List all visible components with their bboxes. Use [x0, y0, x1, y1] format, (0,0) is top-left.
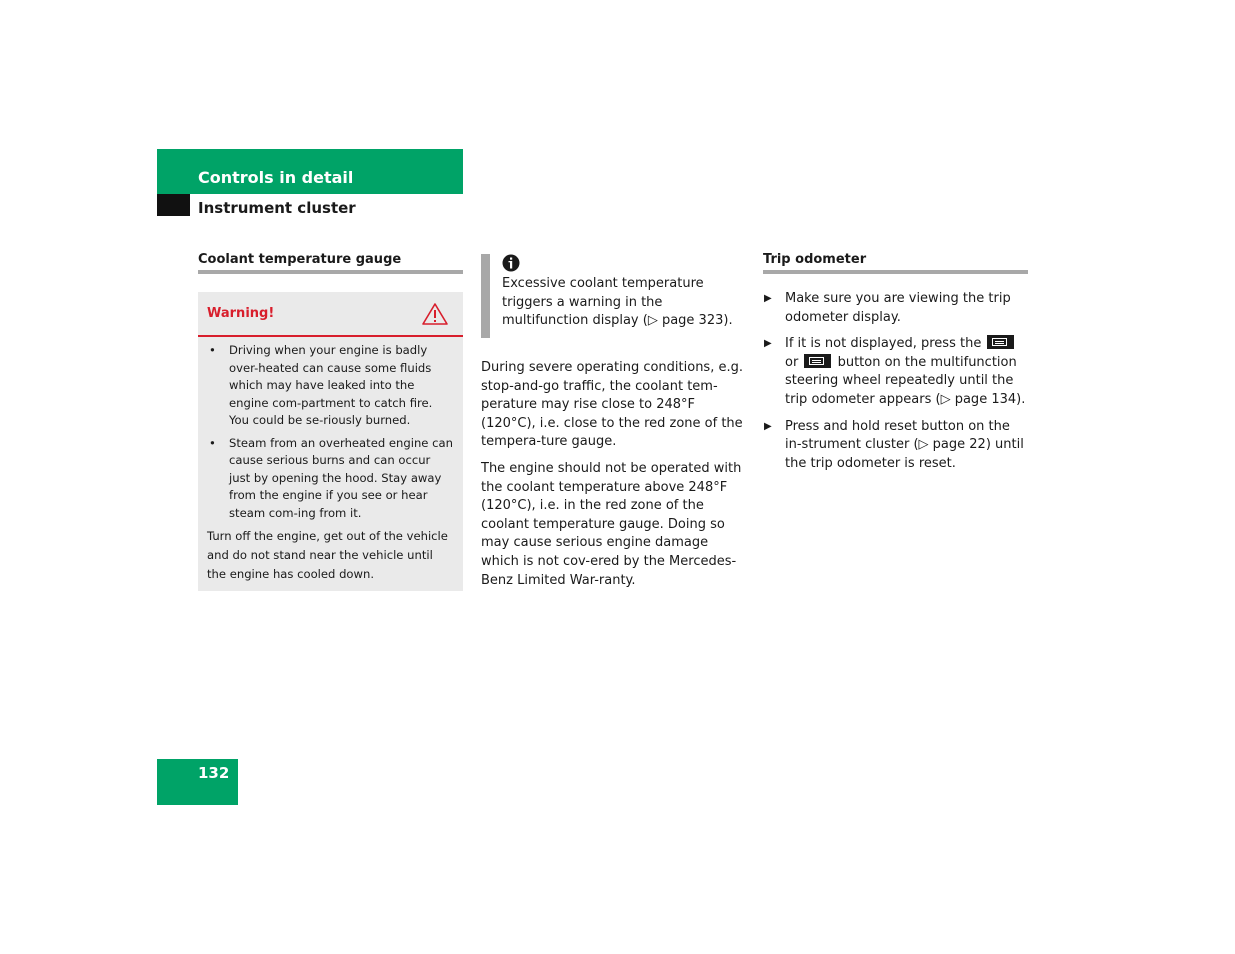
column-info — [481, 253, 746, 590]
page-number: 132 — [198, 764, 230, 782]
warning-triangle-icon — [421, 302, 449, 326]
header-marker — [157, 194, 190, 216]
display-down-button-icon — [804, 354, 831, 368]
paragraph: The engine should not be operated with the coolant temperature above 248°F (120°C), i.e. in the red zone of the coolant temperature gauge. Doing so may cause serious engine damage which is not cov-ered by the Mercedes-Benz Limited War-ranty. — [481, 460, 742, 588]
trip-heading: Trip odometer — [763, 252, 1028, 274]
warning-list — [198, 337, 463, 522]
paragraph: During severe operating conditions, e.g. stop-and-go traffic, the coolant tem-perature may rise close to 248°F (120°C), i.e. close to the red zone of the tempera-ture gauge. — [481, 360, 743, 450]
coolant-heading: Coolant temperature gauge — [198, 252, 463, 274]
arrow-right-icon: ▶ — [764, 420, 772, 432]
info-box — [481, 254, 746, 338]
chapter-title: Controls in detail — [198, 168, 354, 187]
warning-footer: Turn off the engine, get out of the vehicle and do not stand near the vehicle until the engine has cooled down. — [207, 529, 448, 581]
warning-item: • Steam from an overheated engine can cause serious burns and can occur just by opening the hood. Stay away from the engine if you see or hear steam com-ing from it. — [209, 435, 453, 520]
bullet-dot-icon: • — [209, 435, 216, 450]
arrow-right-icon: ▶ — [764, 338, 772, 350]
list-item: ▶ If it is not displayed, press the or button on the multifunction steering wheel repeatedly until the trip odometer appears (▷ page 134). — [764, 336, 1026, 407]
info-text: Excessive coolant temperature triggers a warning in the multifunction display (▷ page 323). — [502, 276, 733, 328]
section-title: Instrument cluster — [198, 199, 356, 217]
bullet-dot-icon: • — [209, 343, 216, 357]
info-icon — [502, 254, 520, 272]
trip-steps — [763, 290, 1028, 473]
display-up-button-icon — [987, 335, 1014, 349]
warning-header — [198, 292, 463, 337]
warning-box — [198, 292, 463, 591]
list-item: ▶ Press and hold reset button on the in-strument cluster (▷ page 22) until the trip odometer is reset. — [764, 418, 1024, 471]
column-trip — [763, 252, 1028, 481]
list-item: ▶ Make sure you are viewing the trip odometer display. — [764, 291, 1011, 325]
warning-label: Warning! — [207, 306, 275, 321]
arrow-right-icon: ▶ — [764, 293, 772, 304]
column-coolant — [198, 252, 463, 591]
warning-item: • Driving when your engine is badly over-heated can cause some fluids which may have leaked into the engine com-partment to catch fire. You could be se-riously burned. — [209, 343, 433, 427]
